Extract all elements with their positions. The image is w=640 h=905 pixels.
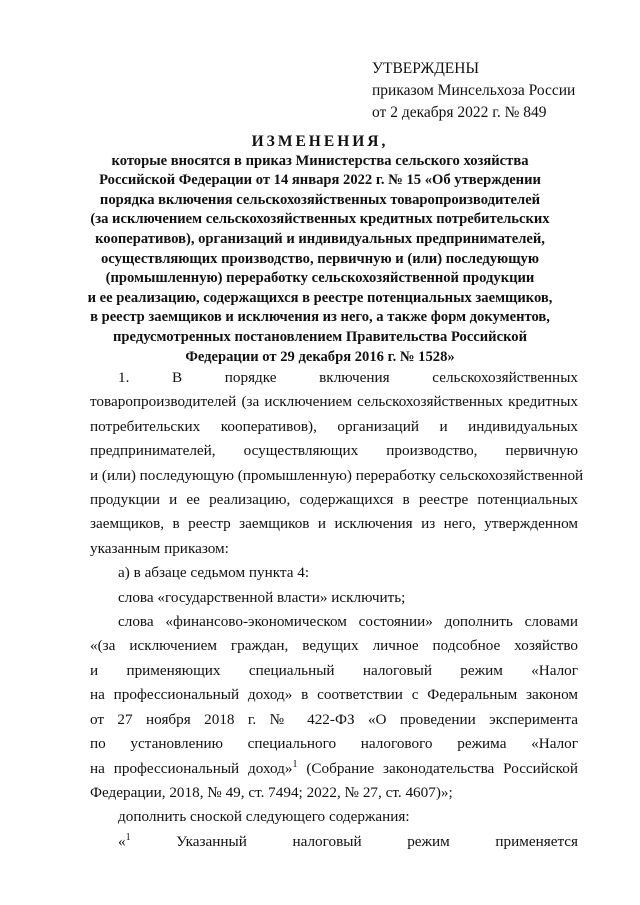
body-line: заемщиков, в реестр заемщиков и исключения из него, утвержденном [90, 515, 578, 533]
footnote-marker: 1 [292, 758, 298, 770]
body-line: продукции и ее реализацию, содержащихся в реестре потенциальных [90, 491, 578, 509]
body-line [90, 757, 578, 781]
body-line: от 27 ноября 2018 г. № 422-ФЗ «О проведении эксперимента [90, 710, 578, 728]
heading-line: кооперативов), организаций и индивидуальных предпринимателей, [95, 230, 545, 247]
heading-line: в реестр заемщиков и исключения из него, а также форм документов, [90, 309, 550, 326]
body-line: 1. В порядке включения сельскохозяйственных [118, 369, 578, 386]
body-line: и применяющих специальный налоговый режим «Налог [90, 661, 578, 679]
approval-line-2: приказом Минсельхоза России [372, 82, 576, 99]
footnote-marker: 1 [125, 831, 131, 843]
body-line: предпринимателей, осуществляющих производство, первичную [90, 442, 578, 460]
body-line: потребительских кооперативов), организаций и индивидуальных [90, 417, 578, 435]
body-line: на профессиональный доход» в соответствии с Федеральным законом [90, 686, 578, 704]
body-line: слова «финансово-экономическом состоянии» дополнить словами [118, 613, 578, 631]
body-text: на профессиональный доход» [90, 759, 293, 777]
body-line: а) в абзаце седьмом пункта 4: [118, 564, 310, 582]
heading-line: предусмотренных постановлением Правительства Российской [113, 328, 527, 345]
body-line: слова «государственной власти» исключить; [118, 588, 406, 606]
heading-line: и ее реализацию, содержащихся в реестре потенциальных заемщиков, [87, 289, 553, 306]
heading-title: ИЗМЕНЕНИЯ, [251, 133, 389, 150]
body-line: указанным приказом: [90, 539, 229, 557]
heading-line: Федерации от 29 декабря 2016 г. № 1528» [185, 348, 455, 365]
body-text: « [118, 832, 126, 850]
body-line: товаропроизводителей (за исключением сельскохозяйственных кредитных [90, 393, 578, 411]
heading-line: которые вносятся в приказ Министерства сельского хозяйства [111, 152, 529, 169]
heading-line: (за исключением сельскохозяйственных кредитных потребительских [90, 211, 550, 228]
body-line: дополнить сноской следующего содержания: [118, 808, 410, 826]
heading-line: порядка включения сельскохозяйственных товаропроизводителей [99, 191, 541, 208]
approval-stamp [372, 58, 575, 124]
document-heading [60, 132, 580, 367]
body-line: по установлению специального налогового режима «Налог [90, 735, 578, 753]
heading-line: осуществляющих производство, первичную и (или) последующую [101, 250, 539, 267]
approval-line-1: УТВЕРЖДЕНЫ [372, 60, 479, 77]
body-line: Федерации, 2018, № 49, ст. 7494; 2022, № 27, ст. 4607)»; [90, 783, 453, 801]
body-line: и (или) последующую (промышленную) переработку сельскохозяйственной [90, 466, 584, 484]
body-text: (Собрание законодательства Российской [297, 759, 578, 777]
body-line: «(за исключением граждан, ведущих личное подсобное хозяйство [90, 637, 578, 655]
body-text: Указанный налоговый режим применяется [130, 832, 578, 850]
heading-line: (промышленную) переработку сельскохозяйственной продукции [105, 270, 535, 287]
document-body [90, 366, 584, 854]
approval-line-3: от 2 декабря 2022 г. № 849 [372, 104, 547, 121]
heading-line: Российской Федерации от 14 января 2022 г. № 15 «Об утверждении [99, 172, 541, 189]
body-line [90, 830, 578, 854]
